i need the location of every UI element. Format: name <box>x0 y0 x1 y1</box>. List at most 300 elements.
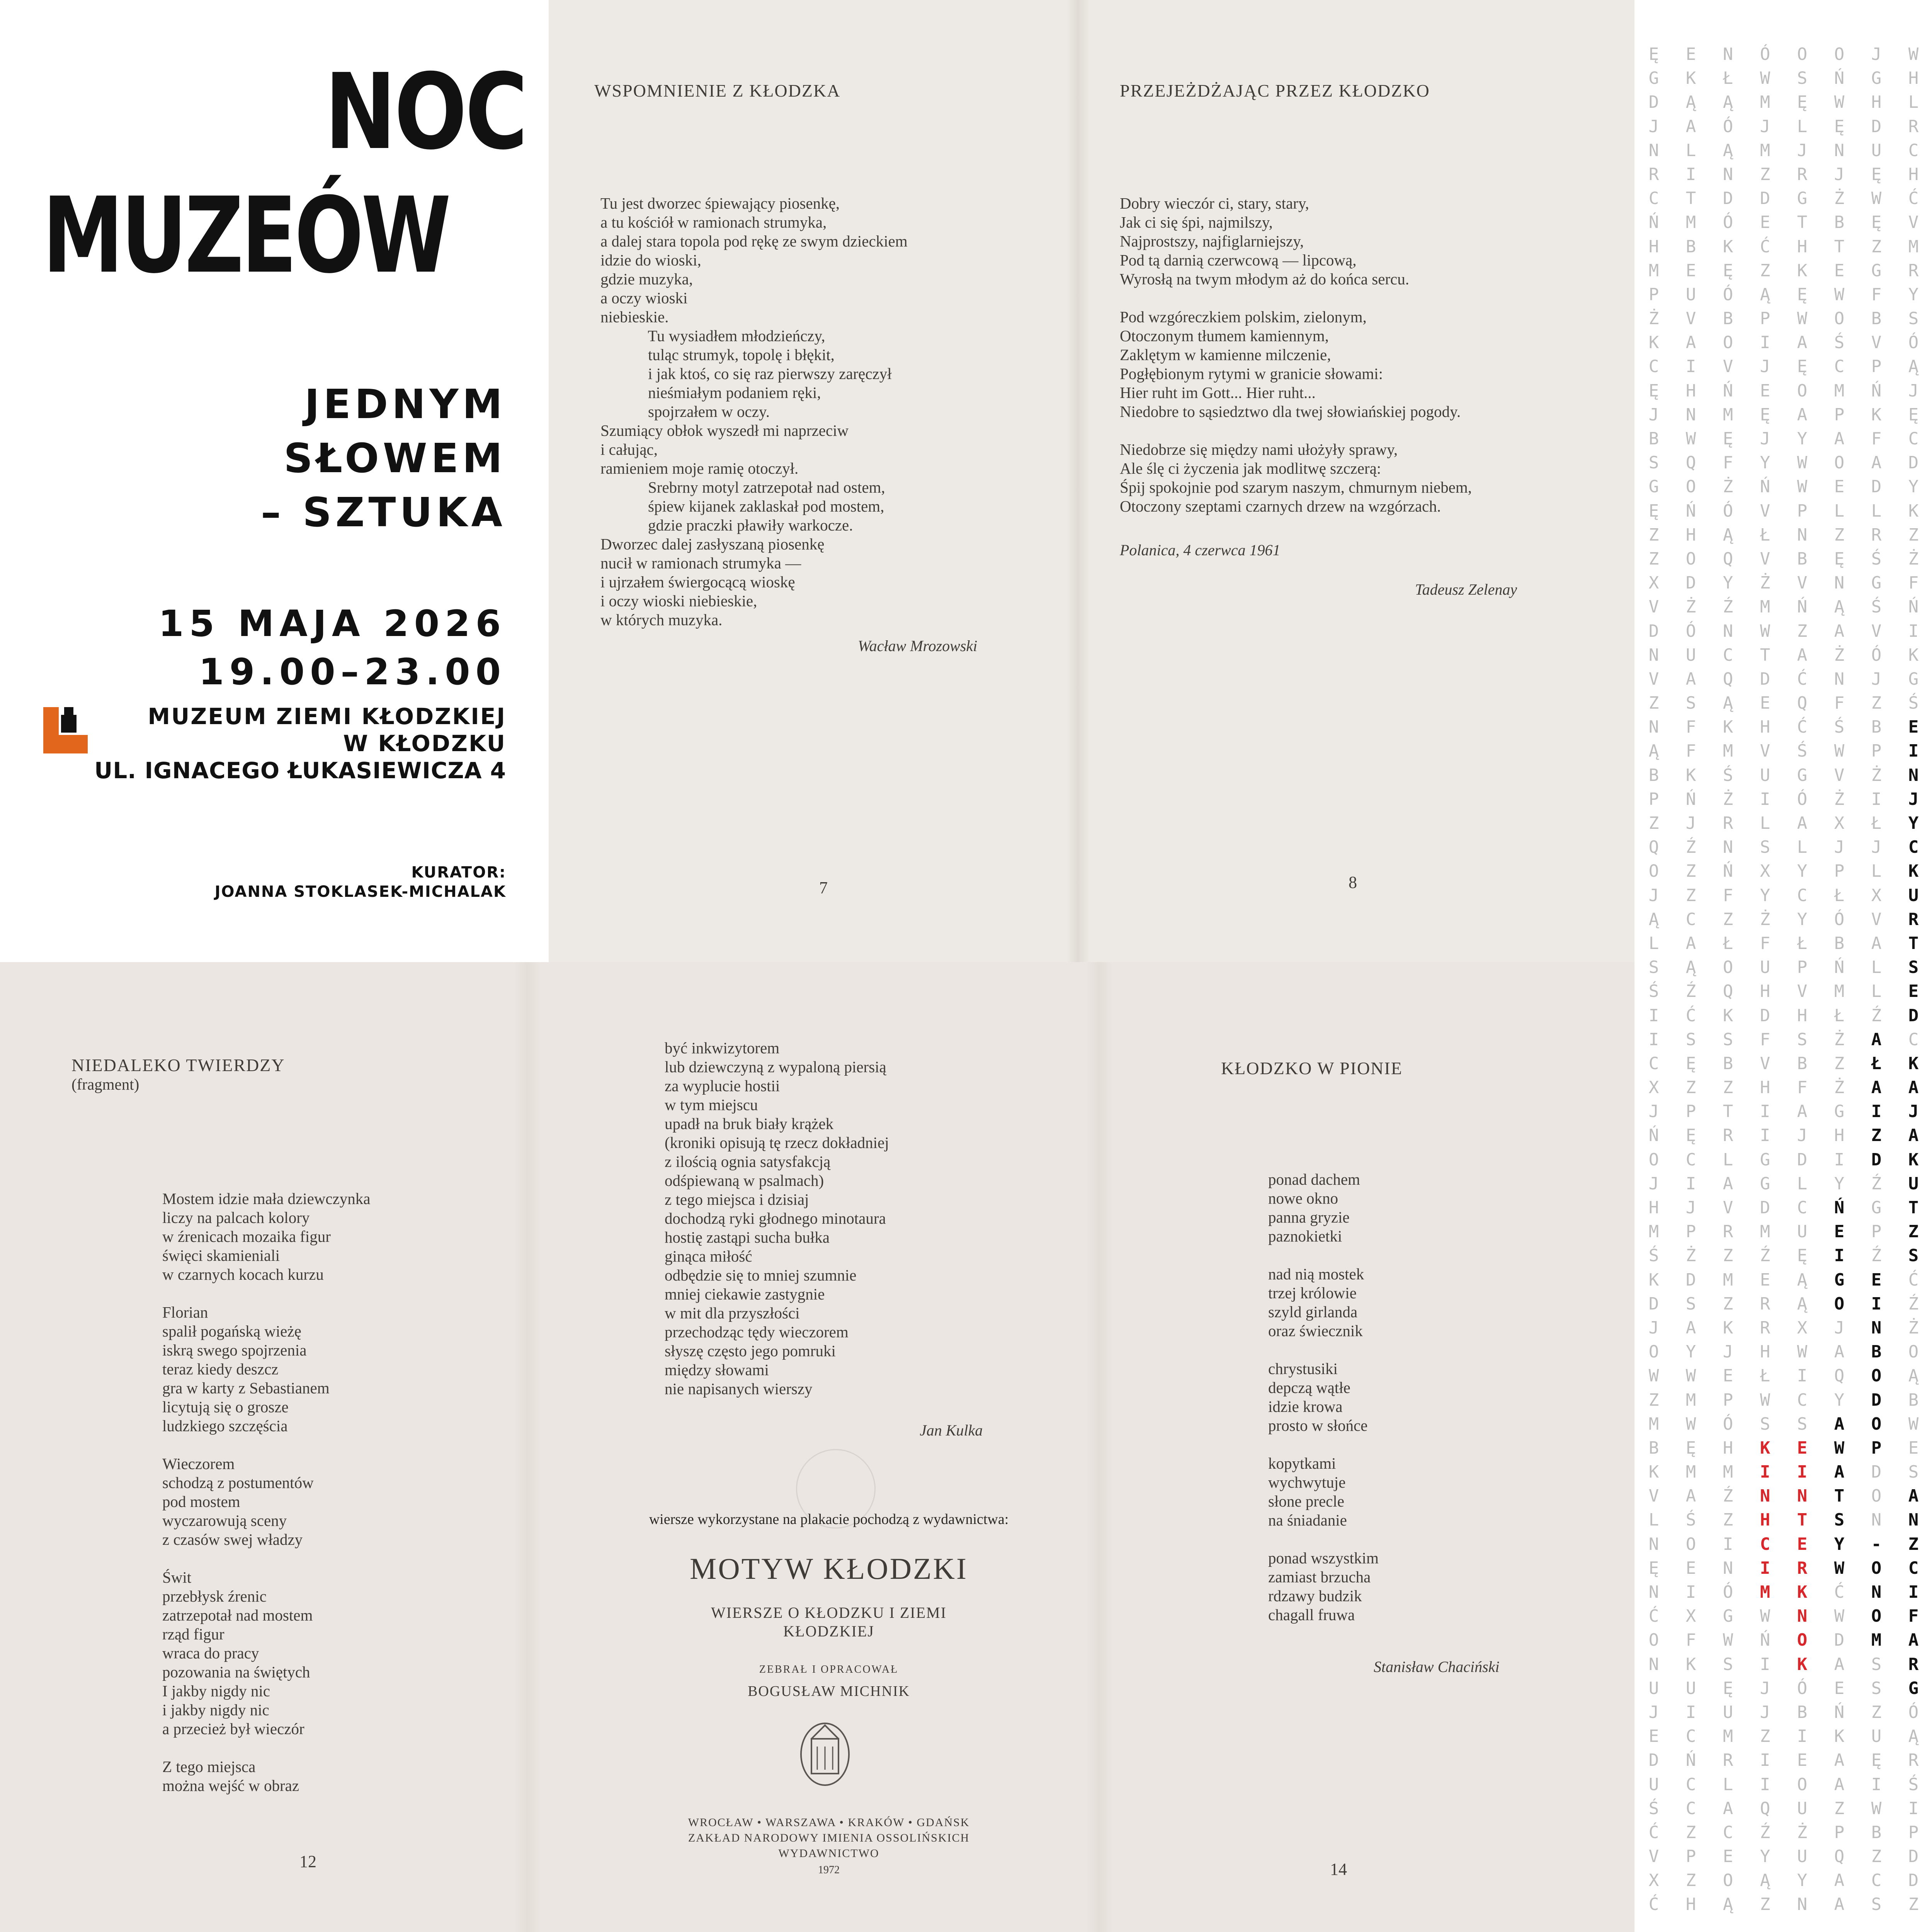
grid-letter: C <box>1648 357 1659 377</box>
grid-letter: O <box>1648 1150 1659 1170</box>
grid-letter: B <box>1797 549 1808 569</box>
page7-poem: Tu jest dworzec śpiewający piosenkę, a tu kościół w ramionach strumyka, a dalej stara topola pod rękę ze swym dzieckiem idzie do wioski, gdzie muzyka, a oczy wioski niebieskie. Tu wysiadłem młodzieńczy, tuląc strumyk, topolę i błękit, i jak ktoś, co się raz pierwszy zaręczył nieśmiałym podaniem ręki, spojrzałem w oczy. Szumiący obłok wyszedł mi naprzeciw i całując, ramieniem moje ramię otoczył. Srebrny motyl zatrzepotał nad ostem, śpiew kijanek zaklaskał pod mostem, gdzie praczki pławiły warkocze. Dworzec dalej zasłyszaną piosenkę nucił w ramionach strumyka — i ujrzałem świergocącą wioskę i oczy wioski niebieskie, w których muzyka. <box>600 194 908 629</box>
grid-letter: J <box>1648 885 1659 905</box>
grid-letter: Ó <box>1760 44 1770 64</box>
grid-letter: H <box>1685 381 1696 401</box>
grid-letter: J <box>1648 1318 1659 1338</box>
grid-letter: E <box>1685 44 1696 64</box>
grid-letter: Q <box>1723 549 1733 569</box>
grid-letter: B <box>1685 236 1696 257</box>
grid-letter: O <box>1908 1342 1919 1362</box>
grid-letter: N <box>1797 1486 1808 1506</box>
grid-letter: T <box>1685 189 1696 209</box>
grid-letter: Ź <box>1685 837 1696 857</box>
grid-letter: Ć <box>1797 717 1808 737</box>
grid-letter: M <box>1723 741 1733 761</box>
grid-letter: Y <box>1908 813 1919 833</box>
grid-letter: Z <box>1648 813 1659 833</box>
grid-letter: S <box>1760 1414 1770 1434</box>
grid-letter: D <box>1908 1005 1919 1026</box>
grid-letter: K <box>1723 1005 1733 1026</box>
grid-letter: M <box>1871 1630 1882 1650</box>
grid-letter: V <box>1797 573 1808 593</box>
grid-letter: Ł <box>1871 813 1882 833</box>
grid-letter: O <box>1797 381 1808 401</box>
grid-letter: S <box>1648 957 1659 978</box>
grid-letter: I <box>1871 789 1882 809</box>
grid-letter: Ż <box>1834 1029 1845 1049</box>
grid-letter: K <box>1723 236 1733 257</box>
grid-letter: S <box>1908 1462 1919 1482</box>
grid-letter: Ż <box>1685 1246 1696 1266</box>
grid-letter: I <box>1685 1173 1696 1194</box>
grid-letter: Ń <box>1685 501 1696 521</box>
grid-letter: Ą <box>1723 1895 1733 1915</box>
grid-letter: Z <box>1908 1534 1919 1554</box>
grid-letter: Y <box>1760 453 1770 473</box>
grid-letter: P <box>1908 1822 1919 1842</box>
grid-letter: S <box>1871 1654 1882 1674</box>
grid-letter: A <box>1834 1654 1845 1674</box>
grid-letter: Ó <box>1723 1414 1733 1434</box>
grid-letter: V <box>1648 669 1659 689</box>
grid-letter: V <box>1797 981 1808 1002</box>
grid-letter: Ż <box>1834 1078 1845 1098</box>
grid-letter: J <box>1760 1678 1770 1698</box>
grid-letter: E <box>1908 1438 1919 1458</box>
event-date: 15 MAJA 2026 <box>158 603 506 645</box>
grid-letter: A <box>1723 1798 1733 1818</box>
grid-letter: B <box>1834 213 1845 233</box>
page8-author: Tadeusz Zelenay <box>1415 581 1517 598</box>
grid-letter: N <box>1871 1318 1882 1338</box>
grid-letter: Ó <box>1834 909 1845 929</box>
grid-letter: C <box>1797 1390 1808 1410</box>
grid-letter: I <box>1760 789 1770 809</box>
grid-letter: Ł <box>1871 1053 1882 1073</box>
grid-letter: Ą <box>1908 1366 1919 1386</box>
grid-letter: W <box>1834 284 1845 304</box>
grid-letter: Z <box>1834 525 1845 545</box>
grid-letter: L <box>1834 501 1845 521</box>
grid-letter: Ó <box>1723 501 1733 521</box>
grid-letter: M <box>1760 1582 1770 1602</box>
grid-letter: Z <box>1685 1078 1696 1098</box>
grid-letter: G <box>1834 1102 1845 1122</box>
grid-letter: Ń <box>1797 597 1808 617</box>
grid-letter: N <box>1648 140 1659 160</box>
grid-letter: D <box>1760 1005 1770 1026</box>
grid-letter: J <box>1908 789 1919 809</box>
grid-letter: O <box>1723 957 1733 978</box>
grid-letter: W <box>1834 1558 1845 1578</box>
grid-letter: Ć <box>1908 1270 1919 1290</box>
venue-line-3: UL. IGNACEGO ŁUKASIEWICZA 4 <box>94 757 506 784</box>
grid-letter: S <box>1908 957 1919 978</box>
grid-letter: Ł <box>1760 525 1770 545</box>
grid-letter: L <box>1871 981 1882 1002</box>
grid-letter: Ć <box>1648 1606 1659 1626</box>
grid-letter: U <box>1797 1798 1808 1818</box>
grid-letter: Ł <box>1797 933 1808 953</box>
grid-letter: P <box>1685 1102 1696 1122</box>
grid-letter: X <box>1760 861 1770 881</box>
grid-letter: H <box>1760 1342 1770 1362</box>
grid-letter: R <box>1871 525 1882 545</box>
grid-letter: Ą <box>1723 92 1733 112</box>
grid-letter: I <box>1908 1798 1919 1818</box>
grid-letter: L <box>1723 1774 1733 1794</box>
grid-letter: Ń <box>1723 861 1733 881</box>
grid-letter: K <box>1797 260 1808 281</box>
grid-letter: A <box>1871 453 1882 473</box>
grid-letter: Q <box>1648 837 1659 857</box>
grid-letter: Ó <box>1797 789 1808 809</box>
grid-letter: B <box>1723 1053 1733 1073</box>
grid-letter: Z <box>1723 1294 1733 1314</box>
grid-letter: C <box>1685 909 1696 929</box>
grid-letter: B <box>1648 1438 1659 1458</box>
grid-letter: Y <box>1797 429 1808 449</box>
grid-letter: Ś <box>1871 549 1882 569</box>
grid-letter: J <box>1648 405 1659 425</box>
grid-letter: W <box>1797 1342 1808 1362</box>
grid-letter: D <box>1908 1847 1919 1867</box>
grid-letter: P <box>1797 957 1808 978</box>
grid-letter: K <box>1908 1150 1919 1170</box>
grid-letter: C <box>1797 1198 1808 1218</box>
grid-letter: Ó <box>1723 213 1733 233</box>
grid-letter: E <box>1834 260 1845 281</box>
grid-letter: Ą <box>1834 597 1845 617</box>
grid-letter: M <box>1648 1222 1659 1242</box>
grid-letter: Ę <box>1648 1558 1659 1578</box>
grid-letter: R <box>1908 116 1919 136</box>
grid-letter: Z <box>1871 1702 1882 1722</box>
grid-letter: E <box>1797 1750 1808 1770</box>
grid-letter: Ź <box>1685 981 1696 1002</box>
grid-letter: Z <box>1685 885 1696 905</box>
grid-letter: Ź <box>1871 1173 1882 1194</box>
grid-letter: Ó <box>1723 1582 1733 1602</box>
grid-letter: C <box>1723 645 1733 665</box>
grid-letter: Ę <box>1797 1246 1808 1266</box>
grid-letter: O <box>1685 549 1696 569</box>
grid-letter: Y <box>1760 885 1770 905</box>
grid-letter: Q <box>1797 693 1808 713</box>
grid-letter: B <box>1648 429 1659 449</box>
grid-letter: F <box>1685 741 1696 761</box>
grid-letter: H <box>1797 236 1808 257</box>
grid-letter: B <box>1834 933 1845 953</box>
grid-letter: S <box>1685 1294 1696 1314</box>
grid-letter: Ą <box>1723 693 1733 713</box>
grid-letter: N <box>1871 1510 1882 1530</box>
grid-letter: V <box>1834 765 1845 785</box>
grid-letter: N <box>1685 405 1696 425</box>
grid-letter: N <box>1648 1654 1659 1674</box>
grid-letter: R <box>1723 1222 1733 1242</box>
grid-letter: Z <box>1723 1246 1733 1266</box>
grid-letter: Ś <box>1908 693 1919 713</box>
grid-letter: Z <box>1685 1822 1696 1842</box>
grid-letter: Z <box>1834 1798 1845 1818</box>
grid-letter: A <box>1685 1318 1696 1338</box>
grid-letter: O <box>1834 1294 1845 1314</box>
grid-letter: G <box>1871 1198 1882 1218</box>
page14-number: 14 <box>1330 1860 1347 1879</box>
grid-letter: J <box>1908 381 1919 401</box>
grid-letter: L <box>1648 933 1659 953</box>
subtitle-line-1: JEDNYM <box>304 381 506 428</box>
grid-letter: S <box>1797 1029 1808 1049</box>
grid-letter: V <box>1648 597 1659 617</box>
grid-letter: R <box>1908 1654 1919 1674</box>
museum-logo-icon <box>43 707 88 753</box>
grid-letter: J <box>1834 837 1845 857</box>
grid-letter: Ń <box>1685 1750 1696 1770</box>
grid-letter: S <box>1871 1895 1882 1915</box>
grid-letter: W <box>1685 1366 1696 1386</box>
grid-letter: C <box>1908 837 1919 857</box>
grid-letter: D <box>1797 1150 1808 1170</box>
grid-letter: Ń <box>1760 1630 1770 1650</box>
grid-letter: J <box>1648 116 1659 136</box>
grid-letter: W <box>1797 477 1808 497</box>
grid-letter: Ą <box>1685 92 1696 112</box>
grid-letter: C <box>1908 140 1919 160</box>
page12-title: NIEDALEKO TWIERDZY <box>71 1055 285 1075</box>
grid-letter: V <box>1648 1486 1659 1506</box>
grid-letter: Q <box>1834 1366 1845 1386</box>
grid-letter: Ę <box>1648 381 1659 401</box>
grid-letter: V <box>1760 549 1770 569</box>
grid-letter: I <box>1648 1029 1659 1049</box>
grid-letter: G <box>1648 477 1659 497</box>
grid-letter: H <box>1760 717 1770 737</box>
grid-letter: L <box>1908 92 1919 112</box>
grid-letter: Ł <box>1760 1366 1770 1386</box>
grid-letter: A <box>1834 429 1845 449</box>
grid-letter: C <box>1685 1798 1696 1818</box>
grid-letter: D <box>1908 1871 1919 1891</box>
grid-letter: Z <box>1760 260 1770 281</box>
grid-letter: H <box>1908 164 1919 184</box>
grid-letter: Ę <box>1760 405 1770 425</box>
book-note: wiersze wykorzystane na plakacie pochodzą z wydawnictwa: <box>649 1511 1009 1527</box>
grid-letter: D <box>1648 621 1659 641</box>
grid-letter: V <box>1723 1198 1733 1218</box>
grid-letter: Ć <box>1797 669 1808 689</box>
grid-letter: W <box>1834 92 1845 112</box>
grid-letter: J <box>1648 1102 1659 1122</box>
grid-letter: Ę <box>1834 549 1845 569</box>
page8-number: 8 <box>1349 873 1357 892</box>
spread-fold-shadow-right <box>1086 962 1113 1932</box>
grid-letter: K <box>1723 1318 1733 1338</box>
grid-letter: A <box>1685 669 1696 689</box>
grid-letter: C <box>1871 1871 1882 1891</box>
grid-letter: W <box>1797 453 1808 473</box>
grid-letter: Ę <box>1834 116 1845 136</box>
letter-column <box>1720 43 1736 1917</box>
grid-letter: L <box>1760 813 1770 833</box>
grid-letter: Y <box>1760 1847 1770 1867</box>
grid-letter: Ę <box>1648 501 1659 521</box>
grid-letter: R <box>1760 1294 1770 1314</box>
grid-letter: C <box>1908 429 1919 449</box>
letter-column <box>1794 43 1810 1917</box>
page8-poem: Dobry wieczór ci, stary, stary, Jak ci się śpi, najmilszy, Najprostszy, najfiglarniejszy, Pod tą darnią czerwcową — lipcową, Wyrosłą na twym młodym aż do końca sercu. Pod wzgóreczkiem polskim, zielonym, Otoczonym tłumem kamiennym, Zaklętym w kamienne milczenie, Pogłębionym rytymi w granicie słowami: Hier ruht im Gott... Hier ruht... Niedobre to sąsiedztwo dla twej słowiańskiej pogody. Niedobrze się między nami ułożyły sprawy, Ale ślę ci życzenia jak modlitwę szczerą: Śpij spokojnie pod szarym naszym, chmurnym niebem, Otoczony szeptami czarnych drzew na wzgórzach. <box>1120 194 1472 515</box>
grid-letter: Z <box>1908 1222 1919 1242</box>
grid-letter: Y <box>1834 1534 1845 1554</box>
grid-letter: M <box>1685 1462 1696 1482</box>
grid-letter: I <box>1797 1726 1808 1747</box>
grid-letter: O <box>1648 861 1659 881</box>
grid-letter: N <box>1797 1606 1808 1626</box>
grid-letter: M <box>1834 381 1845 401</box>
grid-letter: Z <box>1908 1895 1919 1915</box>
grid-letter: E <box>1685 1558 1696 1578</box>
grid-letter: V <box>1871 909 1882 929</box>
grid-letter: W <box>1834 1606 1845 1626</box>
grid-letter: P <box>1871 1438 1882 1458</box>
grid-letter: S <box>1723 1654 1733 1674</box>
grid-letter: I <box>1685 1582 1696 1602</box>
grid-letter: P <box>1648 789 1659 809</box>
grid-letter: A <box>1723 1173 1733 1194</box>
grid-letter: T <box>1760 645 1770 665</box>
grid-letter: D <box>1908 453 1919 473</box>
grid-letter: N <box>1648 645 1659 665</box>
grid-letter: D <box>1871 1462 1882 1482</box>
grid-letter: P <box>1834 861 1845 881</box>
grid-letter: E <box>1760 213 1770 233</box>
grid-letter: H <box>1760 1078 1770 1098</box>
book-edited-label: ZEBRAŁ I OPRACOWAŁ <box>759 1663 899 1675</box>
grid-letter: O <box>1871 1558 1882 1578</box>
grid-letter: E <box>1760 381 1770 401</box>
letter-column <box>1757 43 1773 1917</box>
grid-letter: G <box>1760 1173 1770 1194</box>
grid-letter: J <box>1871 44 1882 64</box>
grid-letter: V <box>1760 741 1770 761</box>
grid-letter: Ś <box>1648 981 1659 1002</box>
grid-letter: A <box>1871 933 1882 953</box>
grid-letter: K <box>1834 1726 1845 1747</box>
grid-letter: L <box>1797 116 1808 136</box>
grid-letter: T <box>1908 1198 1919 1218</box>
grid-letter: U <box>1648 1774 1659 1794</box>
grid-letter: O <box>1648 1342 1659 1362</box>
grid-letter: Ż <box>1834 789 1845 809</box>
grid-letter: O <box>1685 1534 1696 1554</box>
grid-letter: A <box>1797 1102 1808 1122</box>
grid-letter: Ź <box>1871 1246 1882 1266</box>
grid-letter: Ą <box>1908 1726 1919 1747</box>
grid-letter: D <box>1760 669 1770 689</box>
grid-letter: Ż <box>1723 789 1733 809</box>
letter-column <box>1906 43 1921 1917</box>
grid-letter: J <box>1648 1702 1659 1722</box>
publisher-line-3: WYDAWNICTWO <box>778 1847 879 1860</box>
grid-letter: C <box>1908 1558 1919 1578</box>
grid-letter: H <box>1723 1438 1733 1458</box>
grid-letter: O <box>1871 1414 1882 1434</box>
page13-author: Jan Kulka <box>920 1422 983 1439</box>
grid-letter: E <box>1871 1270 1882 1290</box>
grid-letter: K <box>1908 501 1919 521</box>
grid-letter: N <box>1834 573 1845 593</box>
grid-letter: Y <box>1797 861 1808 881</box>
grid-letter: Y <box>1908 477 1919 497</box>
grid-letter: Ź <box>1723 597 1733 617</box>
grid-letter: Ć <box>1834 1582 1845 1602</box>
grid-letter: D <box>1871 477 1882 497</box>
grid-letter: C <box>1685 1726 1696 1747</box>
title-noc: NOC <box>325 51 526 173</box>
grid-letter: F <box>1871 429 1882 449</box>
grid-letter: J <box>1760 1702 1770 1722</box>
grid-letter: B <box>1797 1053 1808 1073</box>
grid-letter: W <box>1685 1414 1696 1434</box>
publisher-line-1: WROCŁAW • WARSZAWA • KRAKÓW • GDAŃSK <box>688 1816 970 1829</box>
grid-letter: U <box>1908 1173 1919 1194</box>
grid-letter: Ń <box>1685 789 1696 809</box>
grid-letter: Ę <box>1871 1750 1882 1770</box>
grid-letter: I <box>1797 1366 1808 1386</box>
subtitle-line-3: – SZTUKA <box>261 489 506 536</box>
grid-letter: Ń <box>1648 213 1659 233</box>
grid-letter: W <box>1871 1798 1882 1818</box>
grid-letter: Ę <box>1797 92 1808 112</box>
grid-letter: F <box>1760 1029 1770 1049</box>
grid-letter: U <box>1685 284 1696 304</box>
grid-letter: N <box>1760 1486 1770 1506</box>
grid-letter: N <box>1723 837 1733 857</box>
grid-letter: O <box>1834 309 1845 329</box>
grid-letter: F <box>1723 885 1733 905</box>
grid-letter: E <box>1908 981 1919 1002</box>
grid-letter: D <box>1871 1390 1882 1410</box>
grid-letter: Ę <box>1648 44 1659 64</box>
grid-letter: Ż <box>1834 645 1845 665</box>
grid-letter: Ł <box>1834 885 1845 905</box>
grid-letter: A <box>1685 116 1696 136</box>
grid-letter: L <box>1723 1150 1733 1170</box>
grid-letter: R <box>1908 909 1919 929</box>
grid-letter: A <box>1685 1486 1696 1506</box>
grid-letter: R <box>1723 1750 1733 1770</box>
grid-letter: P <box>1797 501 1808 521</box>
grid-letter: B <box>1648 765 1659 785</box>
grid-letter: V <box>1871 333 1882 353</box>
grid-letter: L <box>1797 1173 1808 1194</box>
page12-subtitle: (fragment) <box>71 1075 139 1093</box>
grid-letter: U <box>1723 1702 1733 1722</box>
grid-letter: T <box>1908 933 1919 953</box>
grid-letter: Ą <box>1723 140 1733 160</box>
grid-letter: G <box>1871 260 1882 281</box>
grid-letter: W <box>1834 741 1845 761</box>
grid-letter: N <box>1648 717 1659 737</box>
grid-letter: I <box>1834 1150 1845 1170</box>
grid-letter: P <box>1871 741 1882 761</box>
grid-letter: K <box>1760 1438 1770 1458</box>
grid-letter: D <box>1834 1630 1845 1650</box>
grid-letter: Z <box>1723 1510 1733 1530</box>
grid-letter: D <box>1648 92 1659 112</box>
